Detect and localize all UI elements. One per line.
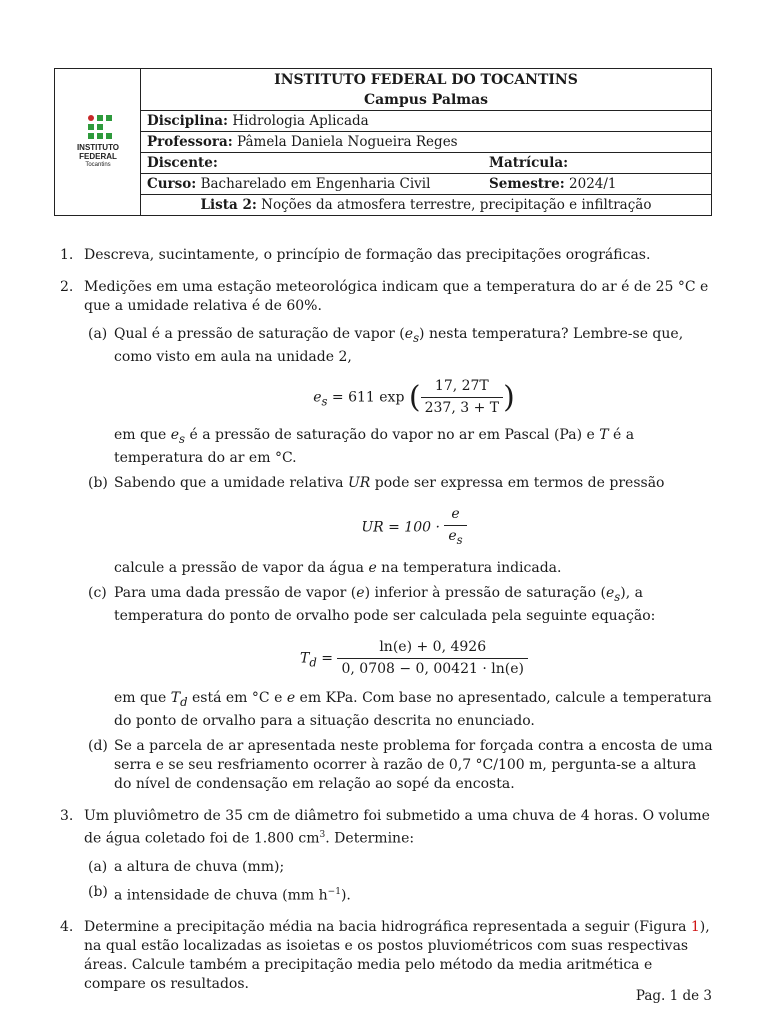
eq-denominator: 0, 0708 − 0, 00421 · ln(e) xyxy=(341,661,524,678)
text-fragment: ), a temperatura do ponto de orvalho pode ser calculada pela seguinte equação: xyxy=(114,585,656,625)
eq-lhs: T xyxy=(300,650,310,667)
text-fragment: está em °C e xyxy=(187,690,287,707)
course-label: Curso: xyxy=(147,176,197,192)
text-fragment: a altura de chuva (mm); xyxy=(114,858,285,875)
text-fragment: pode ser expressa em termos de pressão xyxy=(370,474,665,491)
list-label: Lista 2: xyxy=(200,197,257,213)
eq-numerator: e xyxy=(451,505,460,522)
subitem-label: (b) xyxy=(88,474,108,491)
text-fragment: em que xyxy=(114,690,171,707)
professor-label: Professora: xyxy=(147,134,233,150)
course-value: Bacharelado em Engenharia Civil xyxy=(200,176,431,192)
question-number: 4. xyxy=(60,919,74,936)
subitem-label: (d) xyxy=(88,737,108,754)
page-number: Pag. 1 de 3 xyxy=(635,988,712,1004)
text-fragment: Para uma dada pressão de vapor ( xyxy=(114,585,357,602)
list-title-row xyxy=(141,195,711,215)
text-fragment: calcule a pressão de vapor da água xyxy=(114,560,369,577)
discipline-label: Disciplina: xyxy=(147,113,229,129)
math-var: e xyxy=(368,560,377,577)
math-var: UR xyxy=(347,474,371,491)
logo-text-1: INSTITUTO xyxy=(76,143,120,152)
text-fragment: em KPa. Com base no apresentado, calcule a temperatura do ponto de orvalho para a situação descrita no enunciado. xyxy=(114,690,712,729)
logo-text-3: Tocantins xyxy=(85,162,111,168)
question-3 xyxy=(60,807,714,905)
subitem-label: (a) xyxy=(88,326,108,342)
eq-lhs: e xyxy=(313,389,322,406)
campus-name: Campus Palmas xyxy=(363,92,489,108)
question-2b xyxy=(84,474,714,579)
discipline-row xyxy=(141,111,711,132)
question-text: Um pluviômetro de 35 cm de diâmetro foi submetido a uma chuva de 4 horas. O volume de água coletado foi de 1.800 cm xyxy=(84,807,710,847)
question-text: Determine a precipitação média na bacia hidrográfica representada a seguir (Figura xyxy=(84,919,691,936)
question-text: Descreva, sucintamente, o princípio de formação das precipitações orográficas. xyxy=(84,247,651,263)
text-fragment: Qual é a pressão de saturação de vapor ( xyxy=(114,326,405,342)
question-text: ), na qual estão localizadas as isoietas e os postos pluviométricos com suas respectivas áreas. Calcule também a precipitação media pelo método da media aritmética e compare os resultados. xyxy=(84,919,710,993)
text-fragment: ) inferior à pressão de saturação ( xyxy=(364,585,606,602)
discipline-value: Hidrologia Aplicada xyxy=(232,113,369,129)
equation-dew-point: $T_d$ = $\frac{\ln(e) + 0, 4926}{0, 0708 - 0, 00421 \cdot \ln(e)}$ xyxy=(114,638,714,679)
question-2a: (a) Qual é a pressão de saturação de vapor $(e_s)$ nesta temperatura? Lembre-se que, como visto em aula na unidade 2, $e_s = 611$ exp ( $\frac{17, 27T}{237, 3 + T}$ ) em que $e_s$ é a pressão de saturação do vapor no ar em Pascal (Pa) e T é a temperatura do ar em °C. xyxy=(84,325,714,468)
question-text: Medições em uma estação meteorológica indicam que a temperatura do ar é de 25 °C e que a umidade relativa é de 60%. xyxy=(84,279,709,314)
eq-sub: s xyxy=(321,394,328,409)
header-table xyxy=(54,68,712,216)
question-number: 2. xyxy=(60,279,74,295)
registration-label: Matrícula: xyxy=(489,155,569,171)
question-4 xyxy=(60,918,714,994)
eq-mid: = 611 exp xyxy=(327,389,405,406)
text-fragment: Se a parcela de ar apresentada neste problema for forçada contra a encosta de uma serra e se seu resfriamento ocorrer à razão de 0,7 °C/100 m, pergunta-se a altura do nível de condensação em relação ao sopé da encosta. xyxy=(114,737,713,792)
subitem-label: (a) xyxy=(88,858,108,875)
question-3b xyxy=(84,883,714,906)
superscript: −1 xyxy=(327,886,341,897)
text-fragment: a intensidade de chuva (mm h xyxy=(114,887,328,904)
professor-value: Pâmela Daniela Nogueira Reges xyxy=(237,134,458,150)
student-row xyxy=(141,153,711,174)
list-title: Noções da atmosfera terrestre, precipitação e infiltração xyxy=(261,197,652,213)
student-label: Discente: xyxy=(147,155,218,171)
equation-saturation-pressure: $e_s = 611$ exp ( $\frac{17, 27T}{237, 3 + T}$ ) xyxy=(313,377,515,416)
eq-denominator: 237, 3 + T xyxy=(424,399,500,416)
math-var: T xyxy=(599,426,609,443)
semester-value: 2024/1 xyxy=(569,176,617,192)
question-number: 1. xyxy=(60,247,74,263)
text-fragment: na temperatura indicada. xyxy=(376,560,562,577)
equation-relative-humidity: UR = 100 · $\frac{e}{e_s}$ xyxy=(114,505,714,550)
question-2d xyxy=(84,737,714,794)
institution-logo xyxy=(55,69,141,215)
subitem-label: (b) xyxy=(88,883,108,900)
text-fragment: ) nesta temperatura? Lembre-se que, como visto em aula na unidade 2, xyxy=(114,326,684,365)
question-3a xyxy=(84,858,714,877)
course-row xyxy=(141,174,711,195)
eq-denominator: e xyxy=(448,527,457,544)
text-fragment: Sabendo que a umidade relativa xyxy=(114,474,348,491)
semester-label: Semestre: xyxy=(489,176,565,192)
header-title-row xyxy=(141,69,711,111)
text-fragment: é a pressão de saturação do vapor no ar em Pascal (Pa) e xyxy=(185,426,600,443)
question-text: . Determine: xyxy=(325,830,415,847)
eq-sub: d xyxy=(309,655,317,670)
eq-lhs: UR = 100 · xyxy=(361,519,440,535)
institution-name: INSTITUTO FEDERAL DO TOCANTINS xyxy=(274,72,578,88)
question-list xyxy=(60,246,714,1007)
question-2c: (c) Para uma dada pressão de vapor (e) inferior à pressão de saturação $(e_s)$, a temperatura do ponto de orvalho pode ser calculada pela seguinte equação: $T_d$ = $\frac{\ln(e) + 0, 4926}{0, 0708 - 0, 00421 \cdot \ln(e)}$ em que $T_d$ está em °C e e em KPa. Com base no apresentado, calcule a temperatura do ponto de orvalho para a situação descrita no enunciado. xyxy=(84,584,714,731)
eq-numerator: ln(e) + 0, 4926 xyxy=(337,638,527,659)
subitem-label: (c) xyxy=(88,585,107,602)
question-2 xyxy=(60,278,714,794)
text-fragment: ). xyxy=(340,887,351,904)
superscript: 3 xyxy=(319,829,326,840)
question-1 xyxy=(60,246,714,265)
question-number: 3. xyxy=(60,807,74,824)
logo-text-2: FEDERAL xyxy=(79,152,117,161)
eq-numerator: 17, 27T xyxy=(421,377,504,398)
text-fragment: é a temperatura do ar em °C. xyxy=(114,426,635,466)
text-fragment: em que xyxy=(114,426,171,443)
professor-row xyxy=(141,132,711,153)
figure-reference-link[interactable]: 1 xyxy=(690,919,700,936)
logo-grid-icon xyxy=(88,115,112,139)
